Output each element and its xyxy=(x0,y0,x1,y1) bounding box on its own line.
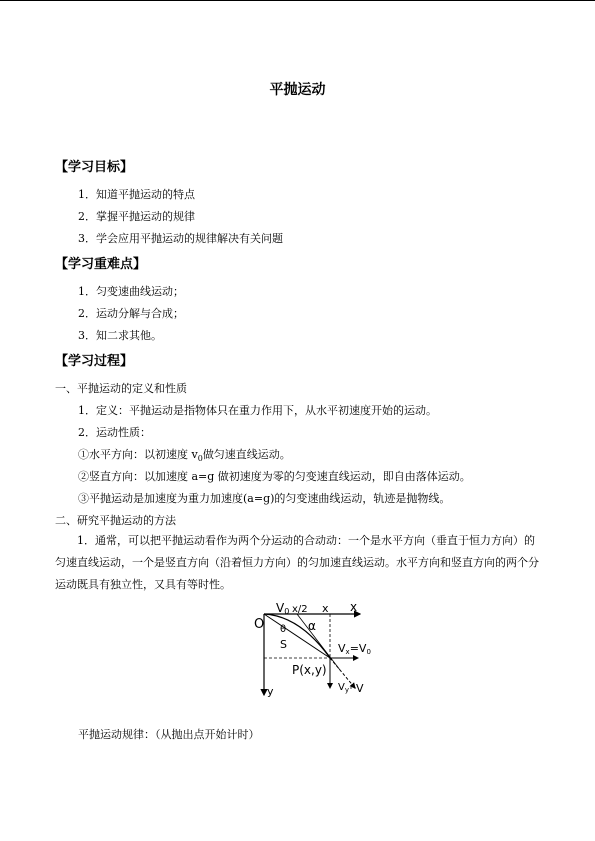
label-origin: O xyxy=(254,617,265,632)
projectile-diagram xyxy=(250,600,380,700)
label-theta: θ xyxy=(280,624,287,635)
horizontal-pre: ①水平方向：以初速度 v xyxy=(78,448,198,461)
definition-line: 1．定义：平抛运动是指物体只在重力作用下，从水平初速度开始的运动。 xyxy=(78,404,437,417)
objectives-heading: 【学习目标】 xyxy=(55,160,134,175)
label-v: V xyxy=(356,682,364,695)
label-point: P(x,y) xyxy=(292,663,327,677)
objective-item-2: 2．掌握平抛运动的规律 xyxy=(78,210,195,223)
vertical-line: ②竖直方向：以加速度 a=g 做初速度为零的匀变速直线运动，即自由落体运动。 xyxy=(78,470,471,483)
label-v0: V0 xyxy=(276,601,290,616)
label-x-half: x/2 xyxy=(292,604,308,615)
label-alpha: α xyxy=(308,619,316,633)
overall-line: ③平抛运动是加速度为重力加速度(a=g)的匀变速曲线运动，轨迹是抛物线。 xyxy=(78,492,451,505)
objective-item-1: 1．知道平抛运动的特点 xyxy=(78,188,195,201)
method-paragraph: 1．通常，可以把平抛运动看作为两个分运动的合动动：一个是水平方向（垂直于恒力方向）的匀速直线运动，一个是竖直方向（沿着恒力方向）的匀加速直线运动。水平方向和竖直方向的两个分运动既具有独立性，又具有等时性。 xyxy=(55,534,539,591)
horizontal-sub: 0 xyxy=(197,454,203,464)
process-heading: 【学习过程】 xyxy=(55,354,134,369)
horizontal-line xyxy=(78,446,291,463)
part2-title: 二、研究平抛运动的方法 xyxy=(55,514,176,527)
part1-title: 一、平抛运动的定义和性质 xyxy=(55,382,187,395)
key-points-heading: 【学习重难点】 xyxy=(55,257,147,272)
key-point-item-1: 1．匀变速曲线运动； xyxy=(78,285,184,298)
objective-item-3: 3．学会应用平抛运动的规律解决有关问题 xyxy=(78,232,283,245)
nature-title: 2．运动性质： xyxy=(78,426,151,439)
label-x-axis: x xyxy=(350,600,358,614)
label-vy: $V_y$ xyxy=(338,682,349,694)
displacement-line xyxy=(264,614,330,658)
label-x-mid: x xyxy=(322,602,329,615)
key-point-item-3: 3．知二求其他。 xyxy=(78,329,162,342)
page-title: 平抛运动 xyxy=(269,82,326,98)
law-line: 平抛运动规律：（从抛出点开始计时） xyxy=(78,728,260,741)
horizontal-post: 做匀速直线运动。 xyxy=(202,448,291,461)
label-vx: Vx=V0 xyxy=(338,642,371,656)
key-point-item-2: 2．运动分解与合成； xyxy=(78,307,184,320)
label-s: S xyxy=(280,638,287,651)
label-y-axis: y xyxy=(267,685,274,698)
top-rule xyxy=(0,0,595,1)
